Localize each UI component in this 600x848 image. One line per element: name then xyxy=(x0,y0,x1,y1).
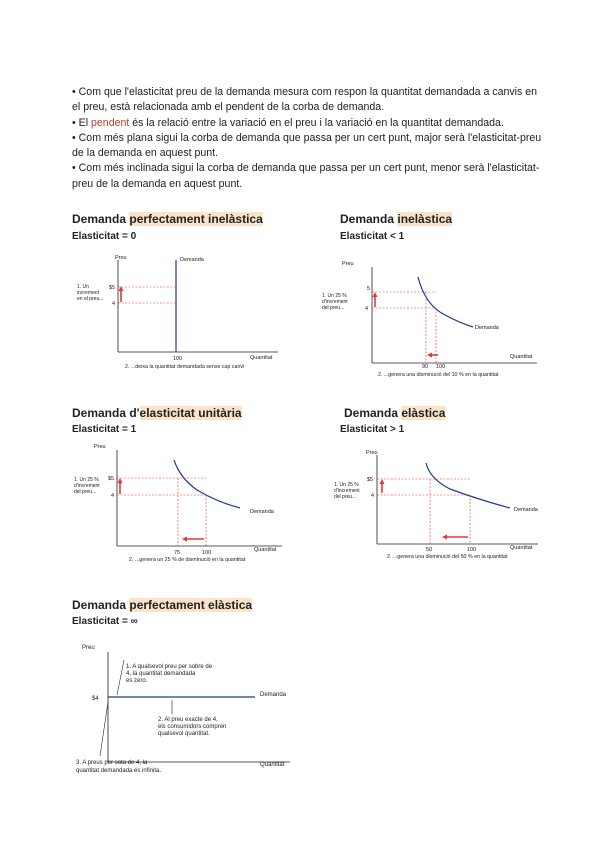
bullet-3: • Com més plana sigui la corba de demanda que passa per un cert punt, major serà l'elasticitat-preu de la demanda en aquest punt. xyxy=(72,131,542,160)
g4-q2: 100 xyxy=(467,547,477,553)
bullet-2-post: és la relació entre la variació en el preu i la variació en la quantitat demandada. xyxy=(129,116,504,129)
g2-y-axis-label: Preu xyxy=(342,261,354,267)
g1-price-high: $5 xyxy=(109,285,116,291)
g5-note1c: és zero. xyxy=(126,678,148,684)
g2-price-arrowhead xyxy=(373,292,378,297)
g3-chart xyxy=(72,440,297,568)
g5-note3b: quantitat demandada és infinita. xyxy=(76,768,162,774)
g5-chart xyxy=(72,638,312,778)
g4-qty-arrowhead xyxy=(442,535,447,540)
g2-curve-label: Demanda xyxy=(475,325,499,331)
g5-title-highlight: perfectament elàstica xyxy=(129,598,253,612)
g3-qty-arrowhead xyxy=(182,537,187,542)
g4-title-highlight: elàstica xyxy=(401,406,446,420)
g3-price-low: 4 xyxy=(111,493,115,499)
g2-elasticity: Elasticitat < 1 xyxy=(340,231,405,242)
g4-note1a: 1. Un 25 % xyxy=(334,482,359,488)
g2-note1a: 1. Un 25 % xyxy=(322,293,347,299)
g4-price-high: $5 xyxy=(367,477,374,483)
g1-note1a: 1. Un xyxy=(77,284,89,290)
g1-curve-label: Demanda xyxy=(180,257,204,263)
g1-price-low: 4 xyxy=(112,301,116,307)
g4-title-prefix: Demanda xyxy=(344,406,402,420)
g5-y-axis-label: Preu xyxy=(82,645,95,651)
g5-note2a: 2. Al preu exacte de 4, xyxy=(158,717,218,723)
g2-chart xyxy=(305,255,545,380)
g1-title-highlight: perfectament inelàstica xyxy=(129,212,263,226)
g4-note1b: d'increment xyxy=(334,488,360,494)
g1-note1b: increment xyxy=(77,290,99,296)
g2-q1: 90 xyxy=(422,364,429,370)
g3-note1b: d'increment xyxy=(74,483,100,489)
g4-curve-label: Demanda xyxy=(514,507,538,513)
g3-curve-label: Demanda xyxy=(250,509,274,515)
g3-title-highlight: elasticitat unitària xyxy=(139,406,242,420)
g2-demand-curve xyxy=(418,277,473,327)
g1-note1c: en el preu... xyxy=(77,296,104,302)
g4-title xyxy=(344,406,445,420)
g3-price-high: $5 xyxy=(108,476,115,482)
bullet-4: • Com més inclinada sigui la corba de demanda que passa per un cert punt, menor serà l'elasticitat-preu de la demanda en aquest punt. xyxy=(72,162,540,190)
g2-note2: 2. ...genera una disminució del 10 % en la quantitat xyxy=(378,372,499,378)
g5-note1b: 4, la quantitat demandada xyxy=(126,671,196,677)
g5-pointer-1 xyxy=(117,660,124,695)
g4-demand-curve xyxy=(426,463,510,508)
g5-note3a: 3. A preus per sota de 4, la xyxy=(76,760,148,766)
g5-title xyxy=(72,598,252,612)
bullet-2-highlight: pendent xyxy=(91,116,130,129)
g1-title-prefix: Demanda xyxy=(72,212,130,226)
g5-curve-label: Demanda xyxy=(260,692,287,698)
bullet-1: • Com que l'elasticitat preu de la demanda mesura com respon la quantitat demandada a canvis en el preu, està relacionada amb el pendent de la corba de demanda. xyxy=(72,86,538,114)
g3-note1a: 1. Un 25 % xyxy=(74,477,99,483)
g4-y-axis-label: Preu xyxy=(366,450,378,456)
bullet-2-pre: • El xyxy=(72,116,92,129)
g3-title xyxy=(72,406,242,420)
g4-chart xyxy=(330,445,550,565)
g3-x-axis-label: Quantitat xyxy=(254,547,277,553)
g5-pointer-3 xyxy=(100,702,108,756)
g4-x-axis-label: Quantitat xyxy=(510,545,533,551)
g5-note1a: 1. A qualsevol preu per sobre de xyxy=(126,664,213,670)
g1-x-axis-label: Quantitat xyxy=(250,355,273,361)
g2-note1b: d'increment xyxy=(322,299,348,305)
g2-x-axis-label: Quantitat xyxy=(510,354,533,360)
intro-bullets xyxy=(72,85,542,192)
g2-title-prefix: Demanda xyxy=(340,212,398,226)
g3-q1: 75 xyxy=(174,550,181,556)
g3-elasticity: Elasticitat = 1 xyxy=(72,424,137,435)
g3-y-axis-label: Preu xyxy=(94,444,106,450)
g5-elasticity: Elasticitat = ∞ xyxy=(72,616,138,627)
g4-q1: 50 xyxy=(426,547,433,553)
g3-note1c: del preu... xyxy=(74,489,97,495)
g5-note2c: qualsevol quantitat. xyxy=(158,731,210,737)
g4-price-low: 4 xyxy=(371,493,375,499)
g1-y-axis-label: Preu xyxy=(115,255,127,261)
g2-qty-arrowhead xyxy=(427,353,432,358)
g5-x-axis-label: Quantitat xyxy=(260,762,285,768)
g3-demand-curve xyxy=(174,460,240,508)
g5-note2b: els consumidors compren xyxy=(158,724,227,730)
g4-note2: 2. ...genera una disminució del 50 % en la quantitat xyxy=(387,554,508,560)
g3-note2: 2. ...genera un 25 % de disminució en la quantitat xyxy=(129,557,246,563)
g1-elasticity: Elasticitat = 0 xyxy=(72,231,137,242)
g3-title-prefix: Demanda d' xyxy=(72,406,140,420)
g2-q2: 100 xyxy=(436,364,446,370)
g4-elasticity: Elasticitat > 1 xyxy=(340,424,405,435)
g2-title-highlight: inelàstica xyxy=(397,212,453,226)
g4-note1c: del preu... xyxy=(334,494,357,500)
g1-chart xyxy=(70,250,285,375)
g3-price-arrowhead xyxy=(118,478,123,483)
g1-note2: 2. ...deixa la quantitat demandada sense cap canvi xyxy=(125,364,245,370)
g4-price-arrowhead xyxy=(380,479,385,484)
g2-note1c: del preu... xyxy=(322,305,345,311)
g1-q1: 100 xyxy=(173,356,183,362)
g3-q2: 100 xyxy=(202,550,212,556)
g1-title xyxy=(72,212,263,226)
g2-title xyxy=(340,212,452,226)
g5-price: $4 xyxy=(92,696,99,702)
g5-title-prefix: Demanda xyxy=(72,598,130,612)
bullet-2 xyxy=(72,116,542,131)
g2-price-high: 5 xyxy=(367,286,371,292)
g2-price-low: 4 xyxy=(365,306,369,312)
